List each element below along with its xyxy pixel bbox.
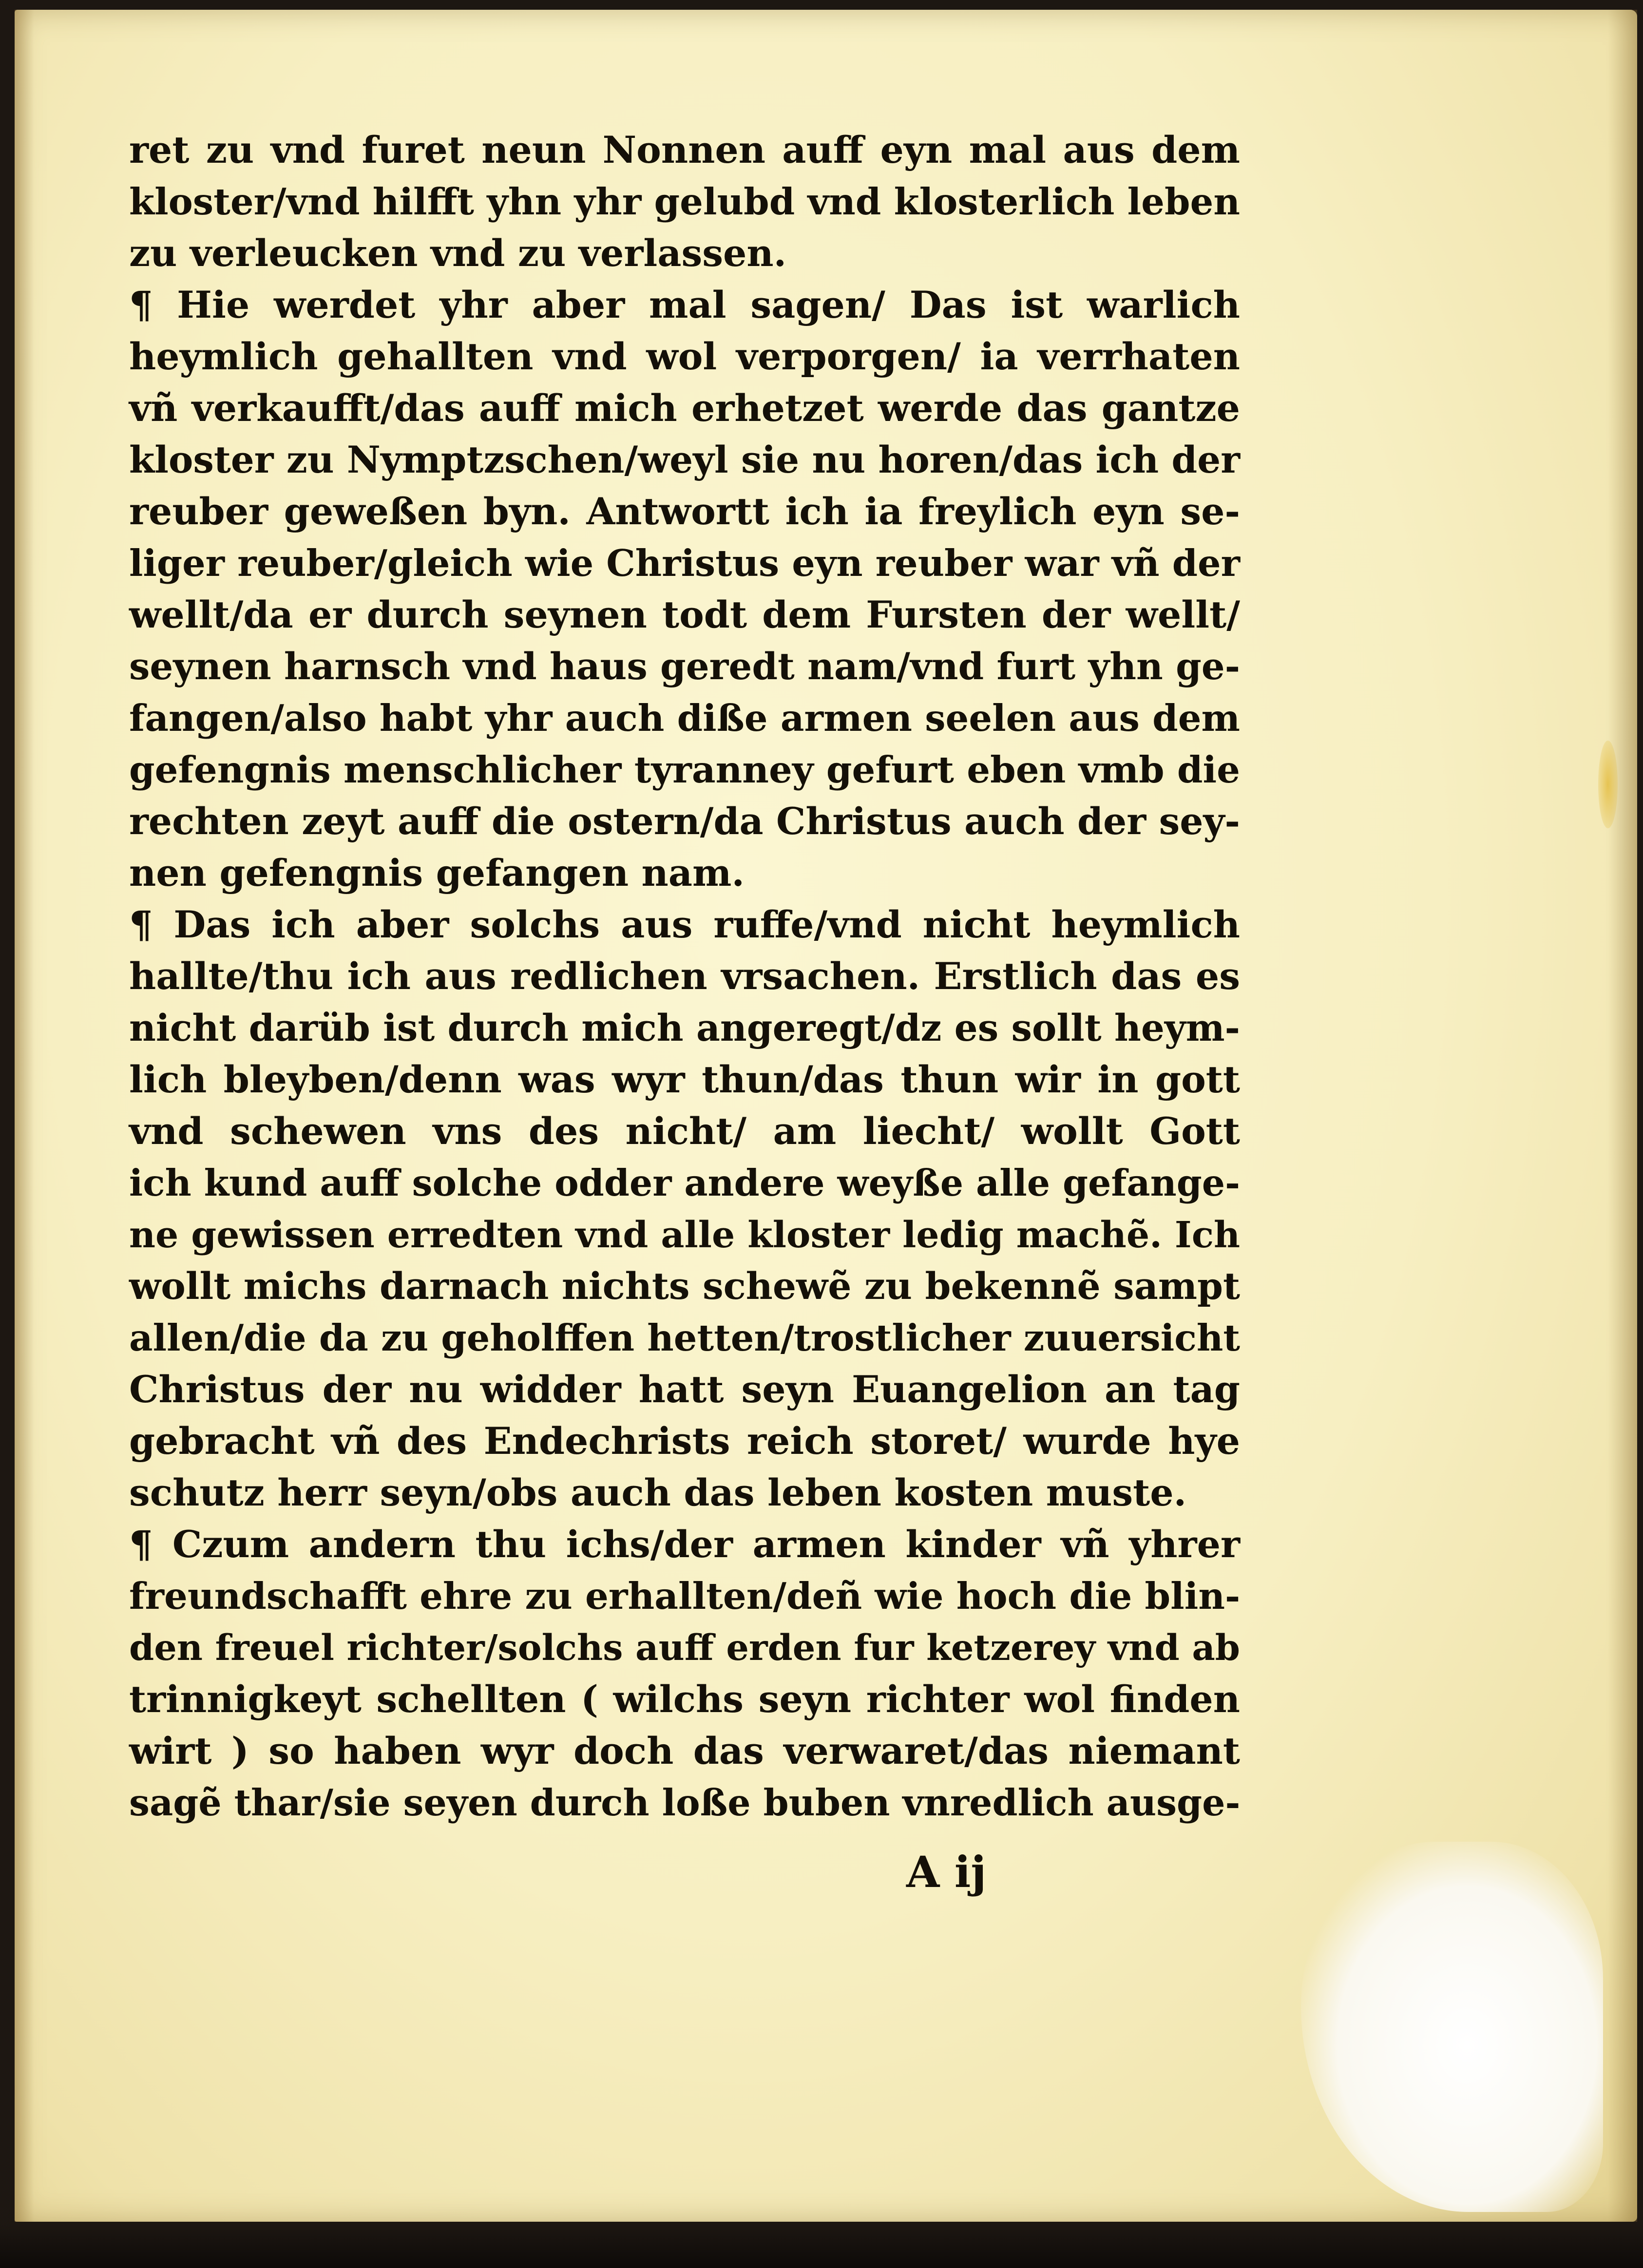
text-line: lich bleyben/denn was wyr thun/das thun wir in gott xyxy=(129,1058,1240,1101)
text-line: wollt michs darnach nichts schewẽ zu bekennẽ sampt xyxy=(129,1264,1240,1308)
signature-mark: A ij xyxy=(906,1847,987,1897)
text-line: allen/die da zu geholffen hetten/trostlicher zuuersicht xyxy=(129,1316,1240,1359)
text-line: vñ verkaufft/das auff mich erhetzet werde das gantze xyxy=(129,386,1240,430)
text-line: Christus der nu widder hatt seyn Euangelion an tag xyxy=(129,1368,1240,1411)
text-line: sagẽ thar/sie seyen durch loße buben vnredlich ausge- xyxy=(129,1781,1241,1824)
page-shadow-right xyxy=(1608,10,1637,2222)
paper-stain xyxy=(1598,741,1618,828)
text-line: wirt ) so haben wyr doch das verwaret/das niemant xyxy=(129,1729,1240,1772)
page-shadow-left xyxy=(15,10,34,2222)
text-line: hallte/thu ich aus redlichen vrsachen. Erstlich das es xyxy=(129,954,1240,998)
text-line: nen gefengnis gefangen nam. xyxy=(129,851,745,895)
text-line: ich kund auff solche odder andere weyße alle gefange- xyxy=(129,1162,1241,1204)
bottom-shadow xyxy=(0,2224,1643,2268)
text-line: ¶ Das ich aber solchs aus ruffe/vnd nicht heymlich xyxy=(129,903,1240,946)
text-line: nicht darüb ist durch mich angeregt/dz es sollt heym- xyxy=(129,1006,1240,1049)
text-line: freundschafft ehre zu erhallten/deñ wie hoch die blin- xyxy=(129,1574,1241,1618)
text-line: schutz herr seyn/obs auch das leben kosten muste. xyxy=(129,1471,1187,1514)
text-line: ret zu vnd furet neun Nonnen auff eyn mal aus dem xyxy=(129,128,1240,172)
text-line: ¶ Hie werdet yhr aber mal sagen/ Das ist warlich xyxy=(129,283,1240,326)
text-line: seynen harnsch vnd haus geredt nam/vnd furt yhn ge- xyxy=(129,645,1240,688)
text-line: vnd schewen vns des nicht/ am liecht/ wollt Gott xyxy=(129,1109,1240,1153)
text-line: wellt/da er durch seynen todt dem Fursten der wellt/ xyxy=(129,593,1240,636)
text-line: gefengnis menschlicher tyranney gefurt eben vmb die xyxy=(129,748,1240,791)
text-line: fangen/also habt yhr auch diße armen seelen aus dem xyxy=(129,696,1240,740)
text-line: gebracht vñ des Endechrists reich storet/ wurde hye xyxy=(129,1419,1240,1463)
text-line: liger reuber/gleich wie Christus eyn reuber war vñ der xyxy=(129,542,1240,585)
text-line: heymlich gehallten vnd wol verporgen/ ia verrhaten xyxy=(129,335,1240,378)
text-line: ¶ Czum andern thu ichs/der armen kinder vñ yhrer xyxy=(129,1523,1240,1566)
text-line: kloster zu Nymptzschen/weyl sie nu horen/das ich der xyxy=(129,438,1240,481)
text-line: ne gewissen erredten vnd alle kloster ledig machẽ. Ich xyxy=(129,1213,1240,1256)
text-line: trinnigkeyt schellten ( wilchs seyn richter wol finden xyxy=(129,1677,1240,1721)
torn-corner xyxy=(1301,1842,1603,2212)
text-line: reuber geweßen byn. Antwortt ich ia freylich eyn se- xyxy=(129,490,1240,533)
text-line: zu verleucken vnd zu verlassen. xyxy=(129,231,787,275)
text-line: den freuel richter/solchs auff erden fur ketzerey vnd ab xyxy=(129,1627,1240,1669)
text-line: rechten zeyt auff die ostern/da Christus auch der sey- xyxy=(129,800,1240,843)
text-line: kloster/vnd hilfft yhn yhr gelubd vnd klosterlich leben xyxy=(129,180,1240,223)
body-text xyxy=(129,124,1240,1829)
